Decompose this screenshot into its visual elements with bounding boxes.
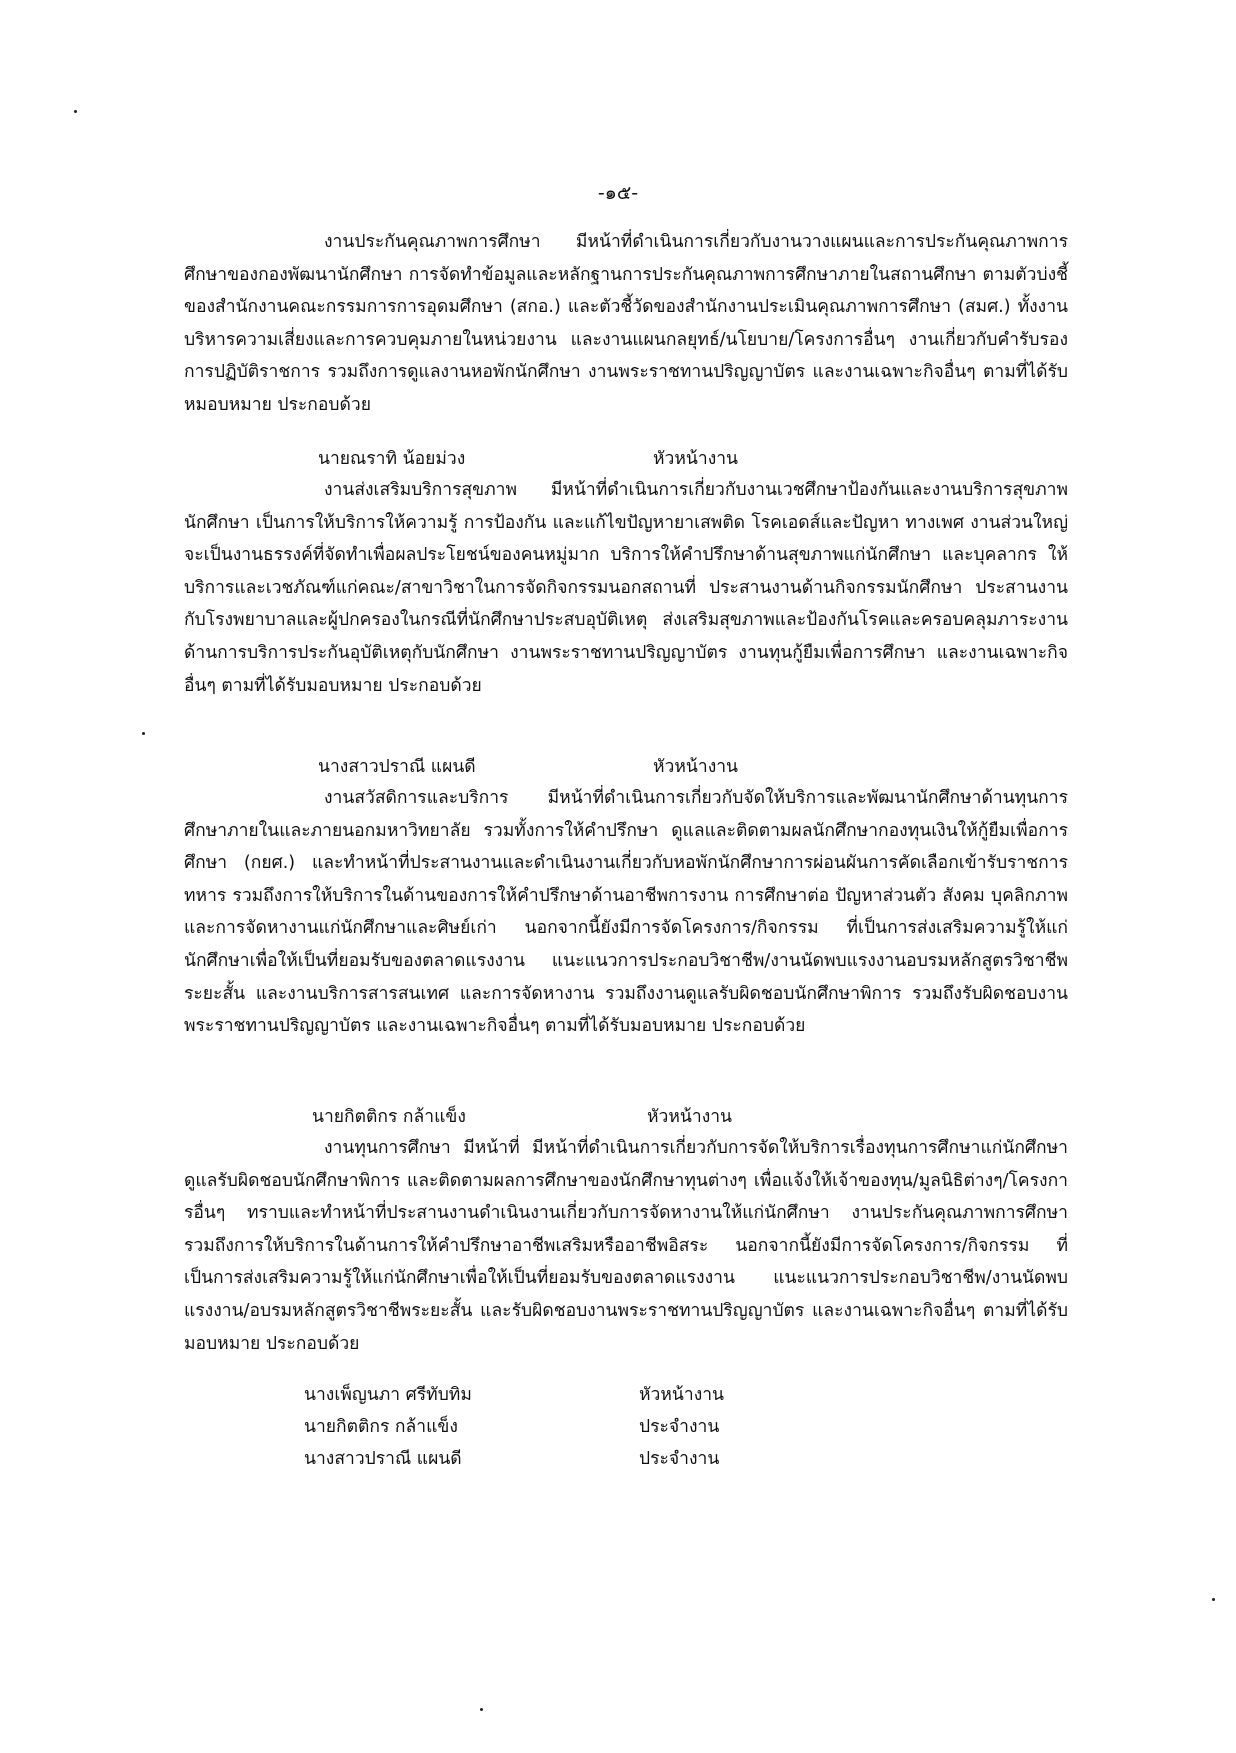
page-number: -๑๕- [597,182,639,204]
staff-name: นางสาวปราณี แผนดี [304,1449,462,1469]
section-health-services [184,474,1068,702]
staff-role: หัวหน้างาน [647,1107,733,1127]
section-body: งานทุนการศึกษา มีหน้าที่ มีหน้าที่ดำเนินการเกี่ยวกับการจัดให้บริการเรื่องทุนการศึกษาแก่นักศึกษา ดูแลรับผิดชอบนักศึกษาพิการ และติดตามผลการศึกษาของนักศึกษาทุนต่างๆ เพื่อแจ้งให้เจ้าของทุน/มูลนิธิต่างๆ/โครงการอื่นๆ ทราบและทำหน้าที่ประสานงานดำเนินงานเกี่ยวกับการจัดหางานให้แก่นักศึกษา งานประกันคุณภาพการศึกษา รวมถึงการให้บริการในด้านการให้คำปรึกษาอาชีพเสริมหรืออาชีพอิสระ นอกจากนี้ยังมีการจัดโครงการ/กิจกรรม ที่เป็นการส่งเสริมความรู้ให้แก่นักศึกษาเพื่อให้เป็นที่ยอมรับของตลาดแรงงาน แนะแนวการประกอบวิชาชีพ/งานนัดพบแรงงาน/อบรมหลักสูตรวิชาชีพระยะสั้น และรับผิดชอบงานพระราชทานปริญญาบัตร และงานเฉพาะกิจอื่นๆ ตามที่ได้รับมอบหมาย ประกอบด้วย [184,1138,1068,1354]
staff-name: นางสาวปราณี แผนดี [318,757,476,777]
staff-role: ประจำงาน [639,1417,720,1437]
section-quality-assurance [184,226,1068,422]
staff-name: นายณราทิ น้อยม่วง [318,449,466,469]
staff-role: ประจำงาน [639,1449,720,1469]
section-welfare-services [184,782,1068,1043]
staff-name: นางเพ็ญนภา ศรีทับทิม [304,1385,472,1405]
staff-role: หัวหน้างาน [653,757,739,777]
section-body: งานส่งเสริมบริการสุขภาพ มีหน้าที่ดำเนินการเกี่ยวกับงานเวชศึกษาป้องกันและงานบริการสุขภาพนักศึกษา เป็นการให้บริการให้ความรู้ การป้องกัน และแก้ไขปัญหายาเสพติด โรคเอดส์และปัญหา ทางเพศ งานส่วนใหญ่จะเป็นงานธรรงค์ที่จัดทำเพื่อผลประโยชน์ของคนหมู่มาก บริการให้คำปรึกษาด้านสุขภาพแก่นักศึกษา และบุคลากร ให้บริการและเวชภัณฑ์แก่คณะ/สาขาวิชาในการจัดกิจกรรมนอกสถานที่ ประสานงานด้านกิจกรรมนักศึกษา ประสานงานกับโรงพยาบาลและผู้ปกครองในกรณีที่นักศึกษาประสบอุบัติเหตุ ส่งเสริมสุขภาพและป้องกันโรคและครอบคลุมภาระงานด้านการบริการประกันอุบัติเหตุกับนักศึกษา งานพระราชทานปริญญาบัตร งานทุนกู้ยืมเพื่อการศึกษา และงานเฉพาะกิจอื่นๆ ตามที่ได้รับมอบหมาย ประกอบด้วย [184,480,1068,696]
scan-speck [142,732,145,735]
staff-role: หัวหน้างาน [639,1385,725,1405]
staff-role: หัวหน้างาน [653,449,739,469]
staff-name: นายกิตติกร กล้าแข็ง [304,1417,458,1437]
scan-speck [1212,1598,1215,1601]
section-body: งานประกันคุณภาพการศึกษา มีหน้าที่ดำเนินการเกี่ยวกับงานวางแผนและการประกันคุณภาพการศึกษาของกองพัฒนานักศึกษา การจัดทำข้อมูลและหลักฐานการประกันคุณภาพการศึกษาภายในสถานศึกษา ตามตัวบ่งชี้ของสำนักงานคณะกรรมการการอุดมศึกษา (สกอ.) และตัวชี้วัดของสำนักงานประเมินคุณภาพการศึกษา (สมศ.) ทั้งงานบริหารความเสี่ยงและการควบคุมภายในหน่วยงาน และงานแผนกลยุทธ์/นโยบาย/โครงการอื่นๆ งานเกี่ยวกับคำรับรองการปฏิบัติราชการ รวมถึงการดูแลงานหอพักนักศึกษา งานพระราชทานปริญญาบัตร และงานเฉพาะกิจอื่นๆ ตามที่ได้รับหมอบหมาย ประกอบด้วย [184,232,1068,415]
section-scholarships [184,1132,1068,1360]
staff-name: นายกิตติกร กล้าแข็ง [312,1107,466,1127]
section-body: งานสวัสดิการและบริการ มีหน้าที่ดำเนินการเกี่ยวกับจัดให้บริการและพัฒนานักศึกษาด้านทุนการศึกษาภายในและภายนอกมหาวิทยาลัย รวมทั้งการให้คำปรึกษา ดูแลและติดตามผลนักศึกษากองทุนเงินให้กู้ยืมเพื่อการศึกษา (กยศ.) และทำหน้าที่ประสานงานและดำเนินงานเกี่ยวกับหอพักนักศึกษาการผ่อนผันการคัดเลือกเข้ารับราชการทหาร รวมถึงการให้บริการในด้านของการให้คำปรึกษาด้านอาชีพการงาน การศึกษาต่อ ปัญหาส่วนตัว สังคม บุคลิกภาพ และการจัดหางานแก่นักศึกษาและศิษย์เก่า นอกจากนี้ยังมีการจัดโครงการ/กิจกรรม ที่เป็นการส่งเสริมความรู้ให้แก่นักศึกษาเพื่อให้เป็นที่ยอมรับของตลาดแรงงาน แนะแนวการประกอบวิชาชีพ/งานนัดพบแรงงานอบรมหลักสูตรวิชาชีพระยะสั้น และงานบริการสารสนเทศ และการจัดหางาน รวมถึงงานดูแลรับผิดชอบนักศึกษาพิการ รวมถึงรับผิดชอบงานพระราชทานปริญญาบัตร และงานเฉพาะกิจอื่นๆ ตามที่ได้รับมอบหมาย ประกอบด้วย [184,788,1068,1037]
scan-speck [480,1708,483,1711]
scan-speck [74,110,77,113]
